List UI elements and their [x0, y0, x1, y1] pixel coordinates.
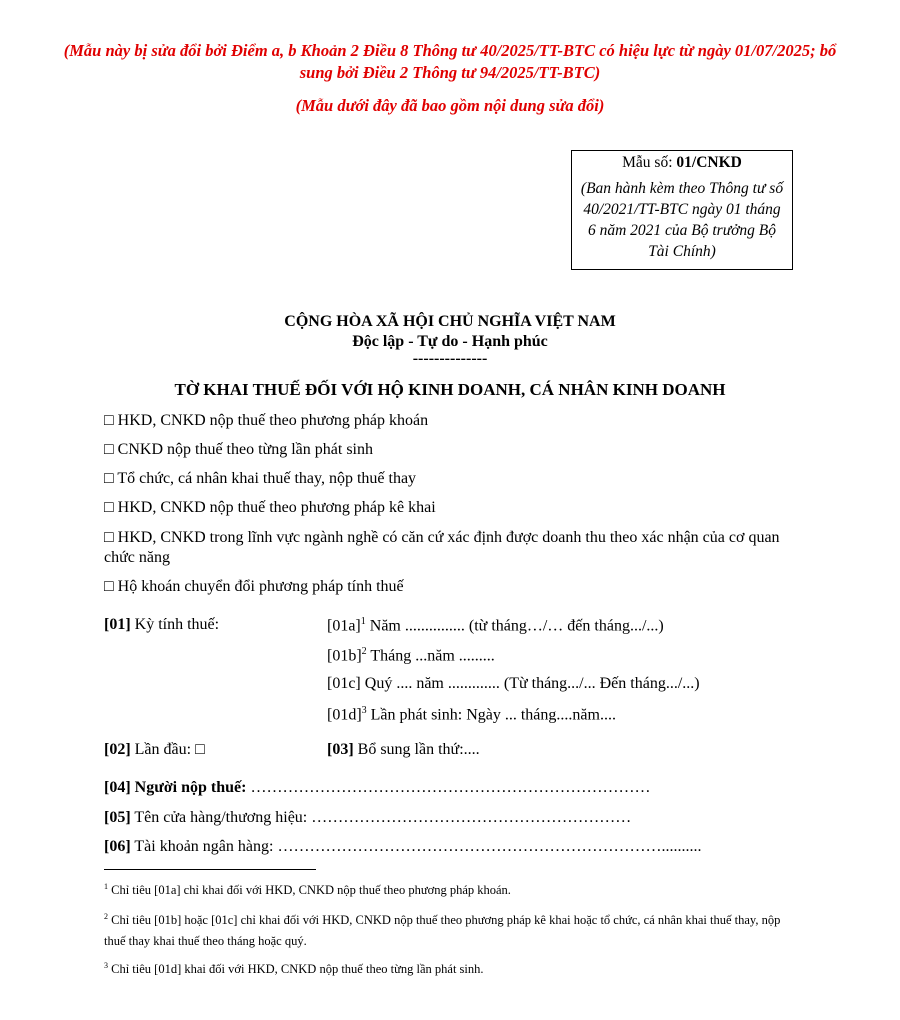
field-05[interactable]: [104, 809, 631, 827]
field-01c[interactable]: [01c] Quý .... năm ............. (Từ tháng.../... Đến tháng.../...): [327, 675, 700, 692]
footnote-ref-1: 1: [360, 616, 366, 627]
footnote-text: Chỉ tiêu [01a] chỉ khai đối với HKD, CNKD nộp thuế theo phương pháp khoán.: [108, 883, 511, 898]
form-title: TỜ KHAI THUẾ ĐỐI VỚI HỘ KINH DOANH, CÁ NHÂN KINH DOANH: [174, 380, 726, 399]
field-02-code: [02]: [104, 741, 131, 758]
option-checkbox[interactable]: [104, 411, 804, 431]
field-01-label: [104, 616, 219, 634]
amendment-note: (Mẫu này bị sửa đổi bởi Điểm a, b Khoản 2 Điều 8 Thông tư 40/2025/TT-BTC có hiệu lực từ ngày 01/07/2025; bổ sung bởi Điều 2 Thông tư 94/2025/TT-BTC): [63, 41, 837, 82]
checkbox-icon[interactable]: □: [104, 441, 114, 458]
field-04-label: Người nộp thuế:: [130, 779, 247, 796]
checkbox-icon[interactable]: □: [104, 529, 114, 546]
field-03[interactable]: [327, 741, 480, 759]
form-code-label: Mẫu số:: [622, 154, 677, 171]
option-checkbox[interactable]: [104, 498, 804, 518]
footnote-number: 3: [104, 961, 108, 970]
field-06-text: Tài khoản ngân hàng: ………………………………………………………………..........: [130, 838, 702, 855]
checkbox-icon[interactable]: □: [104, 412, 114, 429]
footnote-1: [104, 876, 804, 901]
field-04-code: [04]: [104, 779, 131, 796]
option-label: Tổ chức, cá nhân khai thuế thay, nộp thuế thay: [117, 470, 417, 487]
field-01a-code: [01a]: [327, 617, 361, 635]
option-checkbox[interactable]: [104, 469, 804, 489]
field-06-code: [06]: [104, 838, 131, 855]
field-01b[interactable]: [327, 646, 495, 665]
checkbox-icon[interactable]: □: [104, 578, 114, 595]
field-04-blank: …………………………………………………………………: [246, 779, 651, 796]
footnote-text: Chỉ tiêu [01d] khai đối với HKD, CNKD nộp thuế theo từng lần phát sinh.: [108, 962, 484, 977]
field-06[interactable]: [104, 838, 701, 856]
checkbox-icon[interactable]: □: [104, 470, 114, 487]
field-01d-code: [01d]: [327, 706, 362, 724]
footnote-number: 1: [104, 882, 108, 891]
field-01d-text: Lần phát sinh: Ngày ... tháng....năm....: [366, 706, 616, 724]
field-04[interactable]: [104, 779, 650, 797]
option-checkbox[interactable]: [104, 528, 804, 568]
option-label: HKD, CNKD nộp thuế theo phương pháp kê khai: [117, 499, 436, 516]
option-label: HKD, CNKD nộp thuế theo phương pháp khoán: [117, 412, 429, 429]
field-01-text: Kỳ tính thuế:: [130, 616, 220, 633]
footnote-number: 2: [104, 912, 108, 921]
form-code: 01/CNKD: [676, 154, 742, 171]
field-02-text: Lần đầu: □: [130, 741, 205, 758]
field-03-text: Bổ sung lần thứ:....: [353, 741, 480, 758]
option-label: HKD, CNKD trong lĩnh vực ngành nghề có căn cứ xác định được doanh thu theo xác nhận của cơ quan chức năng: [104, 529, 780, 566]
checkbox-icon[interactable]: □: [104, 499, 114, 516]
footnote-rule: [104, 869, 316, 870]
field-01a[interactable]: [327, 616, 664, 635]
option-label: CNKD nộp thuế theo từng lần phát sinh: [117, 441, 373, 458]
field-03-code: [03]: [327, 741, 354, 758]
divider: --------------: [412, 350, 488, 367]
form-code-box: [571, 150, 793, 270]
form-code-line: [572, 154, 792, 172]
form-issued-by: (Ban hành kèm theo Thông tư số 40/2021/TT-BTC ngày 01 tháng 6 năm 2021 của Bộ trưởng Bộ Tài Chính): [580, 180, 784, 260]
footnote-2: [104, 906, 804, 952]
option-label: Hộ khoán chuyển đổi phương pháp tính thuế: [117, 578, 404, 595]
field-05-text: Tên cửa hàng/thương hiệu: ……………………………………………………: [130, 809, 632, 826]
footnote-3: [104, 955, 804, 980]
included-note: (Mẫu dưới đây đã bao gồm nội dung sửa đổi): [295, 96, 605, 115]
footnote-ref-2: 2: [361, 646, 367, 657]
field-02[interactable]: [104, 741, 205, 759]
option-checkbox[interactable]: [104, 440, 804, 460]
field-01a-text: Năm ............... (từ tháng…/… đến tháng.../...): [365, 617, 664, 635]
footnote-text: Chỉ tiêu [01b] hoặc [01c] chỉ khai đối với HKD, CNKD nộp thuế theo phương pháp kê khai hoặc tổ chức, cá nhân khai thuế thay, nộp thuế thay khai thuế theo tháng hoặc quý.: [104, 913, 781, 949]
field-05-code: [05]: [104, 809, 131, 826]
field-01d[interactable]: [327, 705, 616, 724]
motto: Độc lập - Tự do - Hạnh phúc: [352, 333, 548, 350]
field-01b-text: Tháng ...năm .........: [366, 647, 495, 665]
field-01b-code: [01b]: [327, 647, 362, 665]
footnote-ref-3: 3: [361, 705, 367, 716]
nation-title: CỘNG HÒA XÃ HỘI CHỦ NGHĨA VIỆT NAM: [284, 313, 616, 330]
option-checkbox[interactable]: [104, 577, 804, 597]
field-01-code: [01]: [104, 616, 131, 633]
